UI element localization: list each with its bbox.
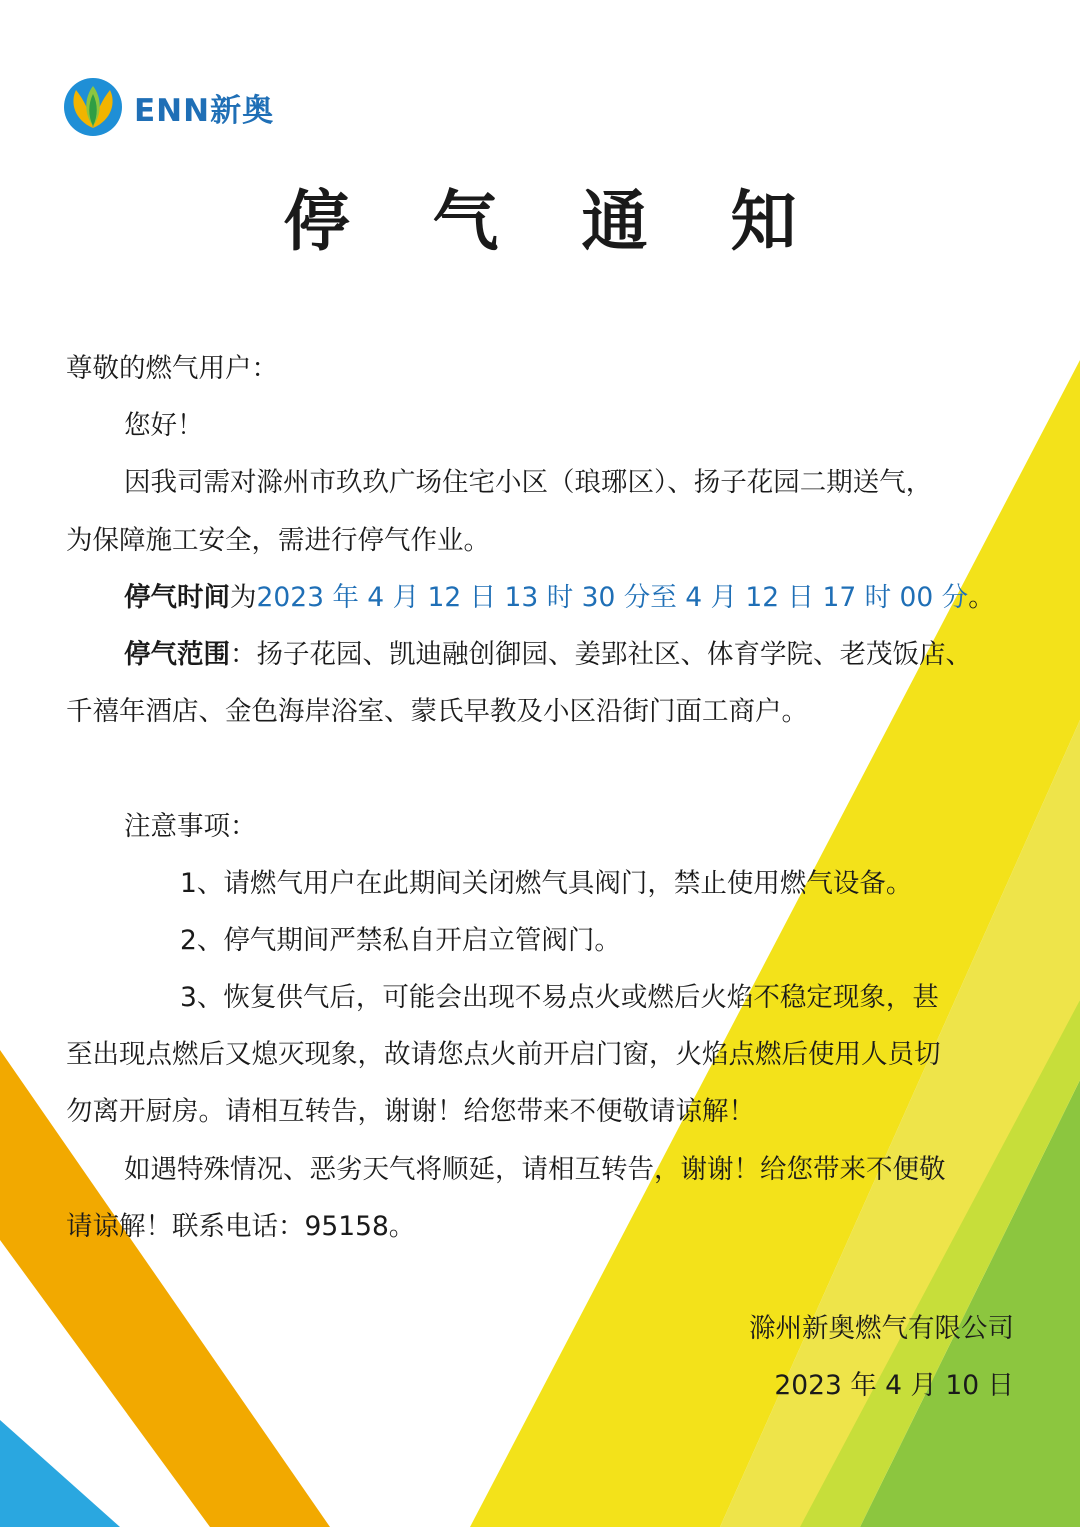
outage-scope-label: 停气范围: [124, 638, 230, 670]
outage-scope-line-2: 千禧年酒店、金色海岸浴室、蒙氏早教及小区沿街门面工商户。: [66, 696, 808, 728]
company-logo: [64, 78, 274, 136]
notes-heading: 注意事项：: [124, 810, 257, 842]
page-title: 停 气 通 知: [283, 183, 827, 260]
outage-time-end: 。: [968, 581, 995, 613]
hello: 您好！: [124, 410, 204, 442]
notice-body: [66, 340, 1026, 1255]
closing-line-2: 请谅解！联系电话：95158。: [66, 1210, 416, 1242]
signature-block: [749, 1300, 1014, 1414]
outage-time: [66, 569, 1026, 626]
paragraph-1-line-2: 为保障施工安全，需进行停气作业。: [66, 524, 490, 556]
note-item-3-line-1: 3、恢复供气后，可能会出现不易点火或燃后火焰不稳定现象，甚: [180, 982, 939, 1014]
blue-ray: [0, 1420, 120, 1527]
note-item-1: 1、请燃气用户在此期间关闭燃气具阀门，禁止使用燃气设备。: [180, 867, 913, 899]
spacer: [66, 740, 1026, 797]
outage-time-label: 停气时间: [124, 581, 230, 613]
greeting: 尊敬的燃气用户：: [66, 353, 278, 384]
closing-line-1: 如遇特殊情况、恶劣天气将顺延，请相互转告，谢谢！给您带来不便敬: [124, 1153, 946, 1185]
brand-name: ENN新奥: [134, 92, 275, 129]
enn-leaf-icon: [64, 78, 122, 136]
outage-scope: [66, 626, 1026, 683]
issue-date: 2023 年 4 月 10 日: [774, 1370, 1014, 1401]
note-item-2: 2、停气期间严禁私自开启立管阀门。: [180, 924, 621, 956]
note-item-3-line-3: 勿离开厨房。请相互转告，谢谢！给您带来不便敬请谅解！: [66, 1096, 755, 1128]
company-name: 滁州新奥燃气有限公司: [749, 1313, 1014, 1344]
outage-time-prefix: 为: [230, 581, 257, 613]
paragraph-1-line-1: 因我司需对滁州市玖玖广场住宅小区（琅琊区）、扬子花园二期送气，: [124, 467, 933, 499]
outage-time-value: 2023 年 4 月 12 日 13 时 30 分至 4 月 12 日 17 时 00 分: [256, 581, 969, 613]
note-item-3-line-2: 至出现点燃后又熄灭现象，故请您点火前开启门窗，火焰点燃后使用人员切: [66, 1039, 941, 1071]
outage-scope-line-1: ：扬子花园、凯迪融创御园、姜郢社区、体育学院、老茂饭店、: [230, 638, 972, 670]
